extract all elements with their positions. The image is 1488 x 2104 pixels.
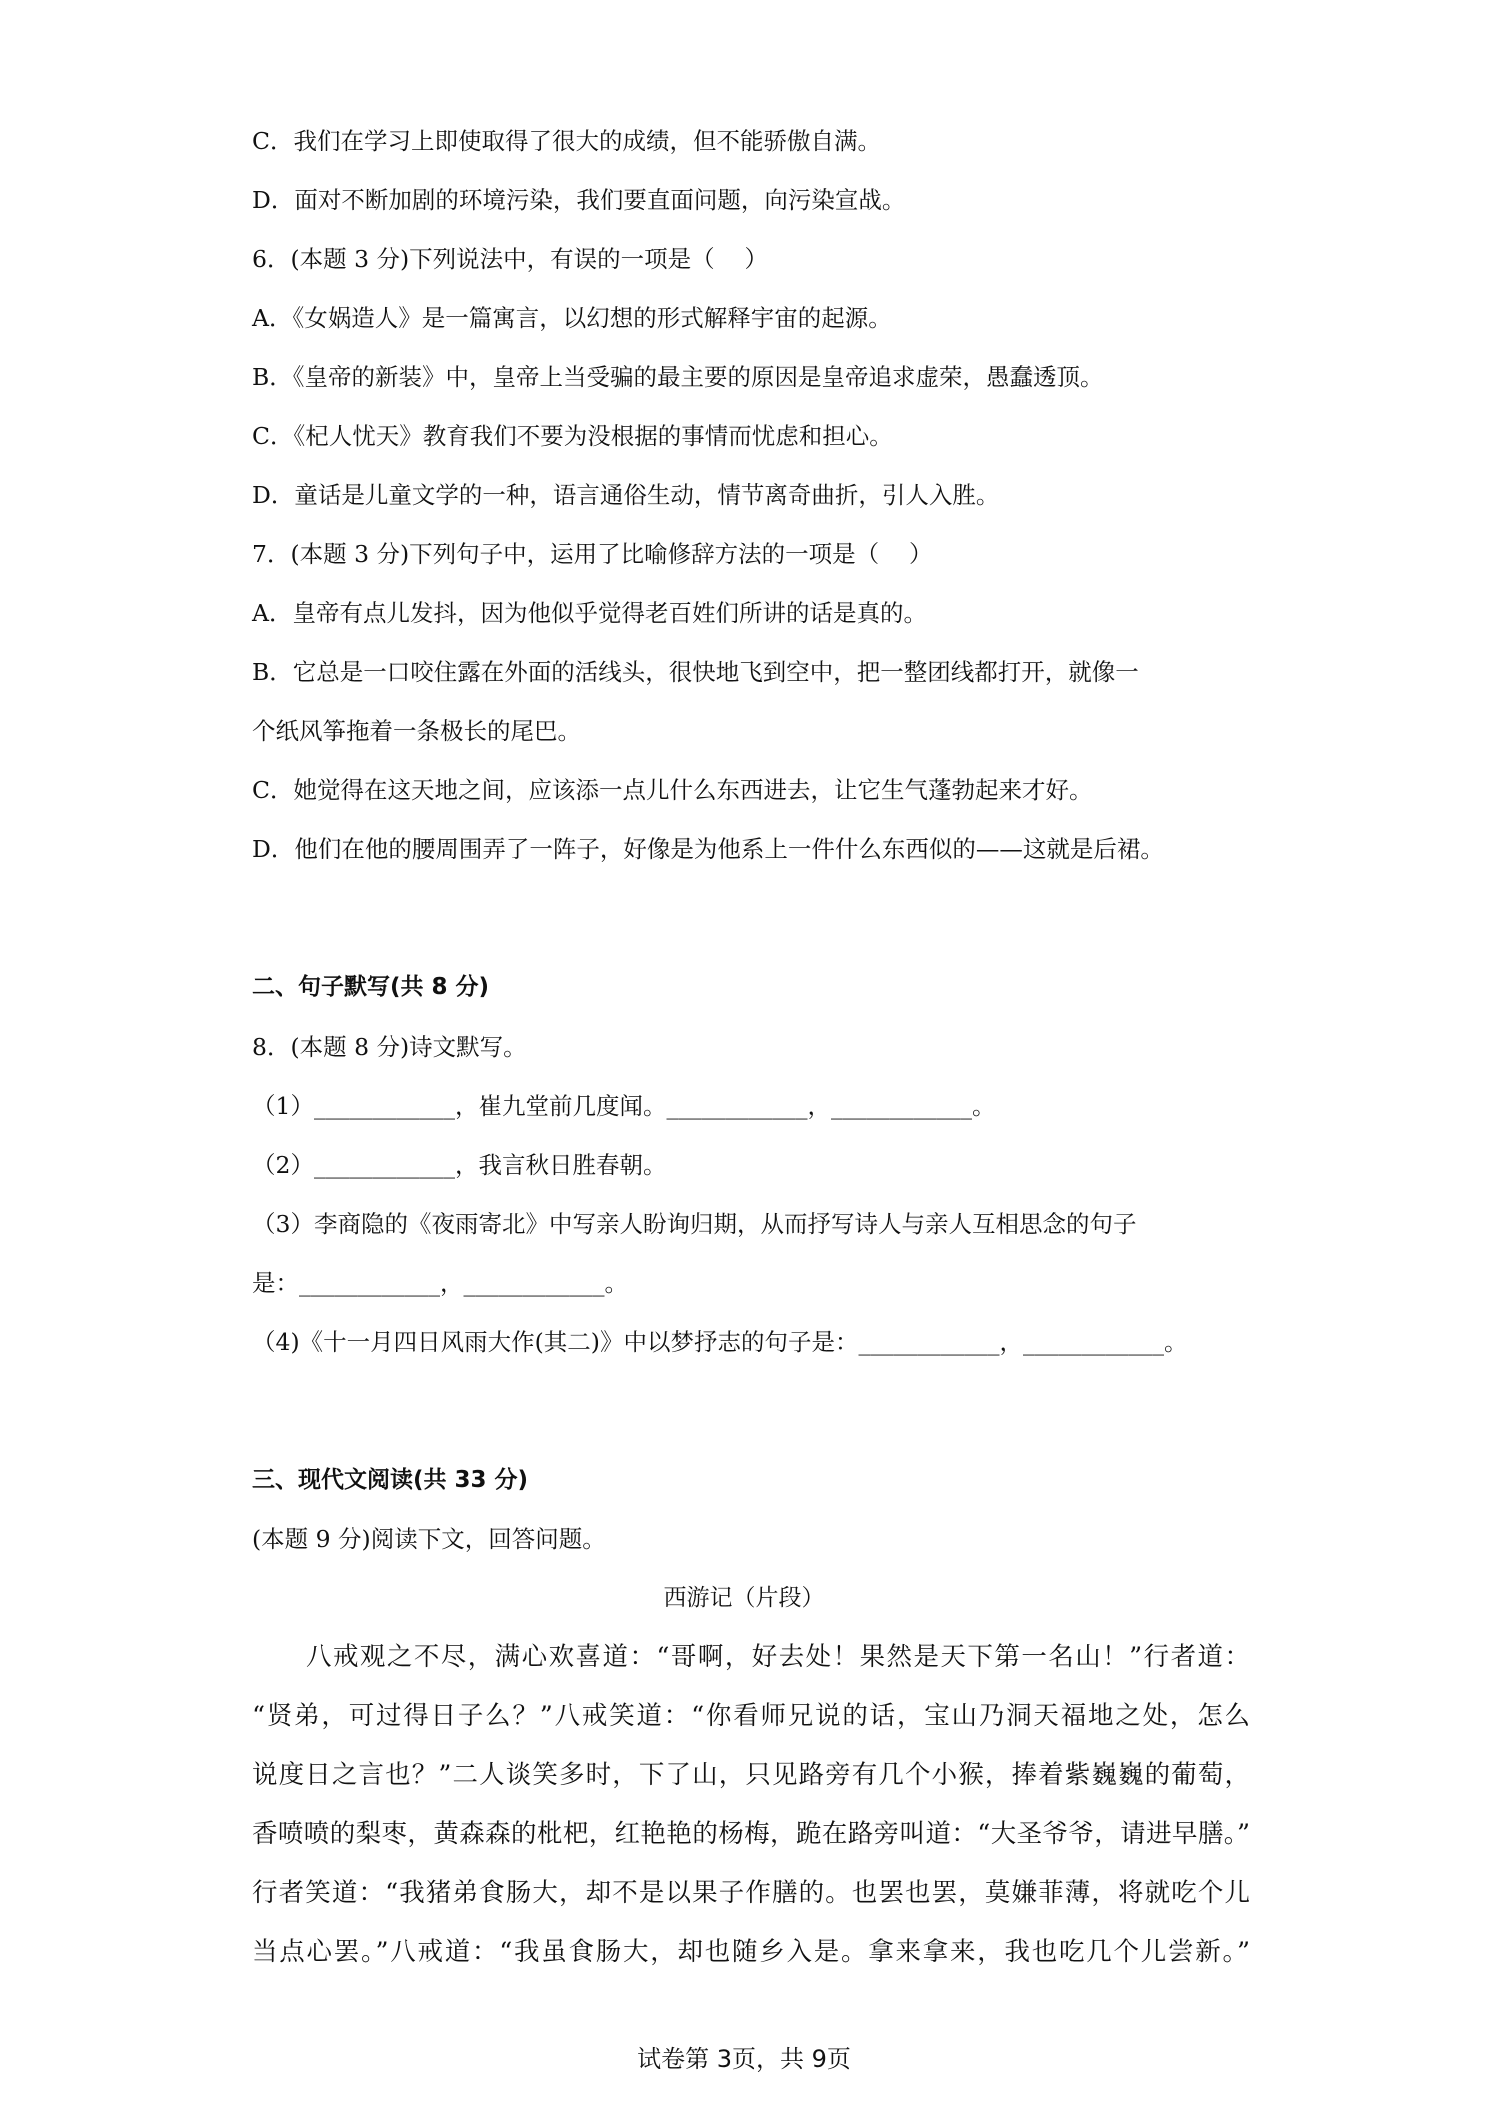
question-6: 6．(本题 3 分)下列说法中，有误的一项是（ ）: [252, 245, 769, 273]
option-a-q6: A．《女娲造人》是一篇寓言，以幻想的形式解释宇宙的起源。: [252, 304, 892, 332]
question-7: 7．(本题 3 分)下列句子中，运用了比喻修辞方法的一项是（ ）: [252, 540, 933, 568]
passage-title: 西游记（片段）: [663, 1585, 825, 1611]
section-3-heading: 三、现代文阅读(共 33 分): [252, 1467, 529, 1493]
reading-intro: (本题 9 分)阅读下文，回答问题。: [252, 1525, 606, 1553]
question-8: 8．(本题 8 分)诗文默写。: [252, 1033, 527, 1061]
passage-line-3: 说度日之言也？”二人谈笑多时，下了山，只见路旁有几个小猴，捧着紫巍巍的葡萄，: [252, 1760, 1250, 1790]
passage-line-5: 行者笑道：“我猪弟食肠大，却不是以果子作膳的。也罢也罢，莫嫌菲薄，将就吃个儿: [252, 1878, 1250, 1908]
option-a-q7: A．皇帝有点儿发抖，因为他似乎觉得老百姓们所讲的话是真的。: [252, 599, 927, 627]
option-b-q7-line1: B．它总是一口咬住露在外面的活线头，很快地飞到空中，把一整团线都打开，就像一: [252, 658, 1139, 686]
option-d-q7: D．他们在他的腰周围弄了一阵子，好像是为他系上一件什么东西似的——这就是后裙。: [252, 835, 1164, 863]
q8-item-3-line1: （3）李商隐的《夜雨寄北》中写亲人盼询归期，从而抒写诗人与亲人互相思念的句子: [252, 1210, 1137, 1238]
page-footer: 试卷第 3页，共 9页: [637, 2045, 851, 2073]
option-c-q5: C．我们在学习上即使取得了很大的成绩，但不能骄傲自满。: [252, 127, 881, 155]
option-b-q6: B．《皇帝的新装》中，皇帝上当受骗的最主要的原因是皇帝追求虚荣，愚蠢透顶。: [252, 363, 1104, 391]
q8-item-2: （2）____________，我言秋日胜春朝。: [252, 1151, 667, 1179]
q8-item-4: （4)《十一月四日风雨大作(其二)》中以梦抒志的句子是：____________，____________。: [252, 1328, 1188, 1356]
q8-item-3-line2: 是：____________，____________。: [252, 1269, 628, 1297]
option-c-q6: C．《杞人忧天》教育我们不要为没根据的事情而忧虑和担心。: [252, 422, 893, 450]
option-c-q7: C．她觉得在这天地之间，应该添一点儿什么东西进去，让它生气蓬勃起来才好。: [252, 776, 1093, 804]
section-2-heading: 二、句子默写(共 8 分): [252, 974, 490, 1000]
passage-line-4: 香喷喷的梨枣，黄森森的枇杷，红艳艳的杨梅，跪在路旁叫道：“大圣爷爷，请进早膳。”: [252, 1819, 1250, 1849]
option-d-q6: D．童话是儿童文学的一种，语言通俗生动，情节离奇曲折，引人入胜。: [252, 481, 1000, 509]
passage-line-6: 当点心罢。”八戒道：“我虽食肠大，却也随乡入是。拿来拿来，我也吃几个儿尝新。”: [252, 1937, 1250, 1967]
passage-line-2: “贤弟，可过得日子么？”八戒笑道：“你看师兄说的话，宝山乃洞天福地之处，怎么: [252, 1701, 1250, 1731]
q8-item-1: （1）____________，崔九堂前几度闻。____________，____________。: [252, 1092, 996, 1120]
option-d-q5: D．面对不断加剧的环境污染，我们要直面问题，向污染宣战。: [252, 186, 906, 214]
option-b-q7-line2: 个纸风筝拖着一条极长的尾巴。: [252, 717, 581, 745]
passage-line-1: 八戒观之不尽，满心欢喜道：“哥啊，好去处！果然是天下第一名山！”行者道：: [306, 1642, 1250, 1672]
